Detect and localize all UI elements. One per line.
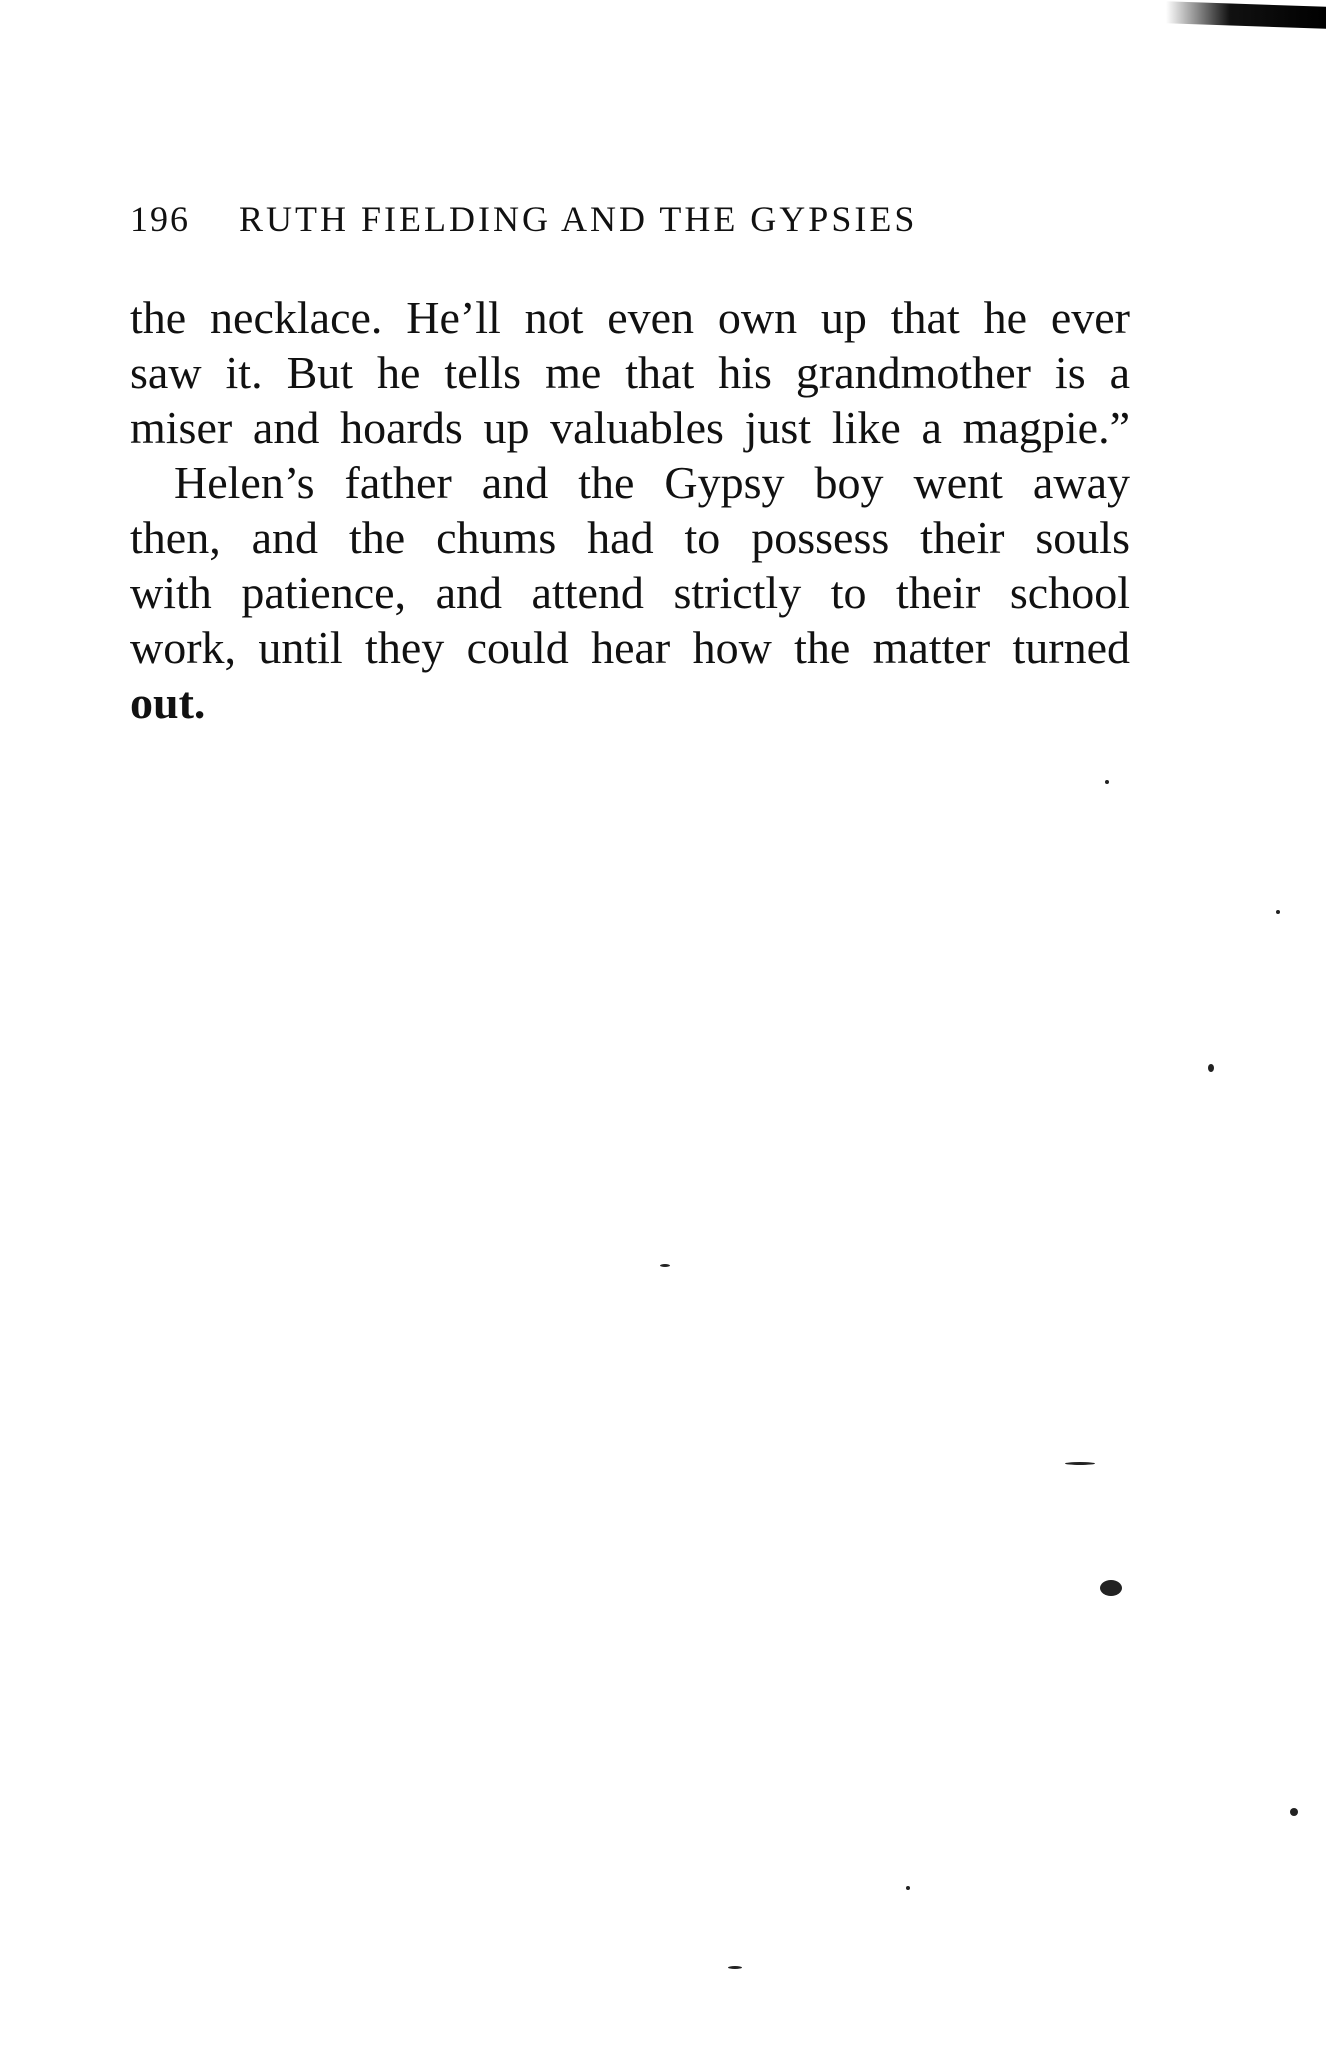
page-number: 196 xyxy=(130,199,190,239)
body-text xyxy=(130,290,1130,730)
text-line: then, and the chums had to possess their souls xyxy=(130,512,1130,563)
scan-speck xyxy=(1208,1064,1214,1072)
scan-speck xyxy=(906,1886,910,1890)
text-line: saw it. But he tells me that his grandmother is a xyxy=(130,347,1130,398)
scan-speck xyxy=(1290,1808,1298,1816)
scan-edge-mark xyxy=(1166,1,1326,29)
scan-speck xyxy=(1065,1462,1095,1465)
text-line: the necklace. He’ll not even own up that he ever xyxy=(130,292,1130,343)
text-line: work, until they could hear how the matter turned xyxy=(130,622,1130,673)
text-line: Helen’s father and the Gypsy boy went away xyxy=(174,457,1130,508)
scan-speck xyxy=(1105,780,1109,784)
text-line: out. xyxy=(130,677,206,728)
text-line: with patience, and attend strictly to their school xyxy=(130,567,1130,618)
running-head xyxy=(130,198,1130,240)
text-line: miser and hoards up valuables just like a magpie.” xyxy=(130,402,1130,453)
book-title: RUTH FIELDING AND THE GYPSIES xyxy=(239,199,918,239)
scan-speck xyxy=(1276,910,1280,914)
scan-speck xyxy=(1100,1580,1122,1596)
scan-speck xyxy=(660,1264,670,1267)
scan-speck xyxy=(728,1966,742,1969)
